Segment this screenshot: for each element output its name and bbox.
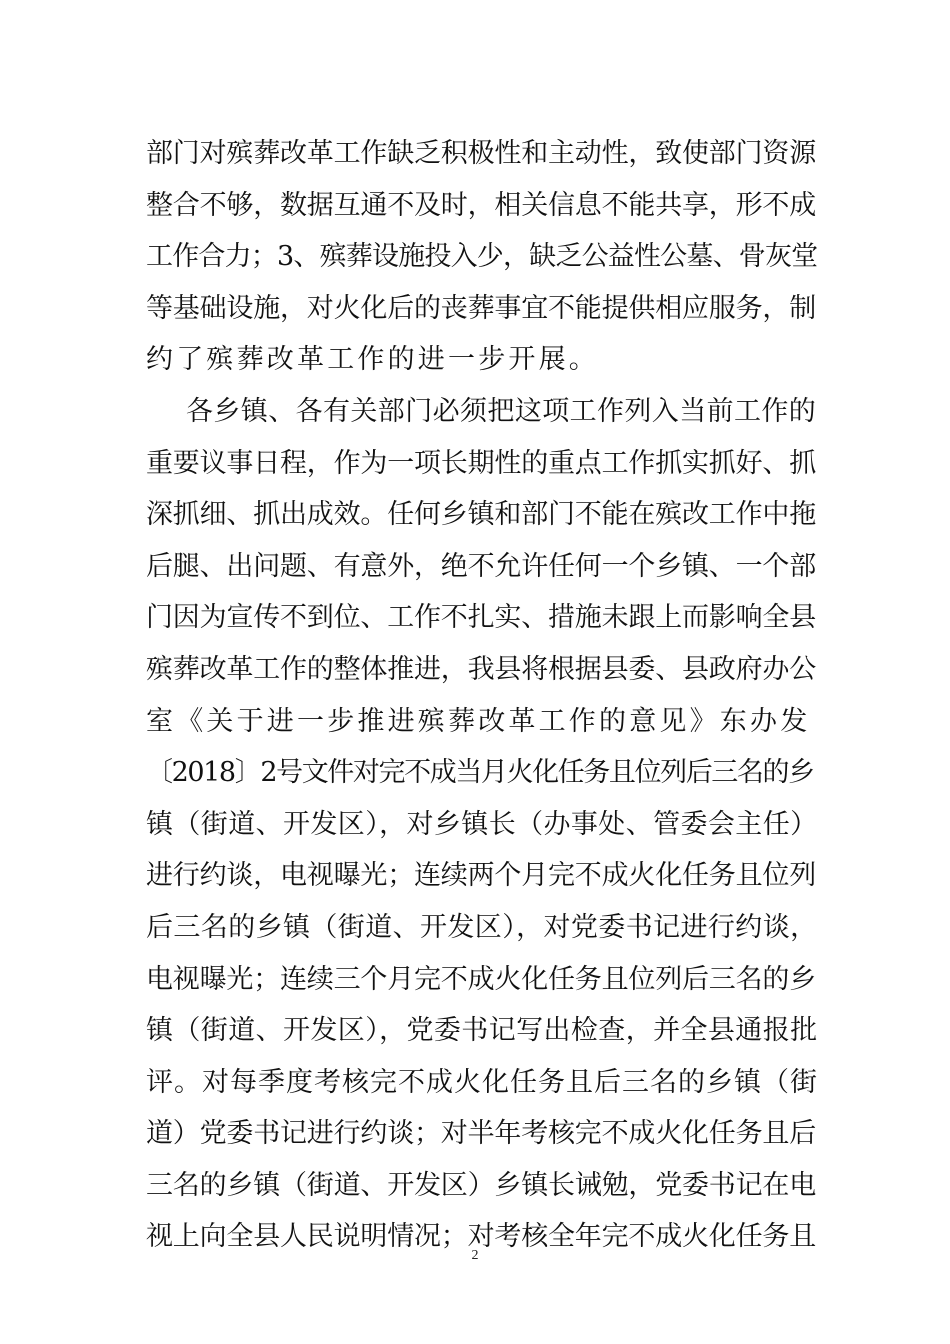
text-line: 等基础设施，对火化后的丧葬事宜不能提供相应服务，制 [146, 292, 816, 324]
text-line: 后腿、出问题、有意外，绝不允许任何一个乡镇、一个部 [146, 550, 816, 582]
text-line: 门因为宣传不到位、工作不扎实、措施未跟上而影响全县 [146, 602, 816, 634]
text-line: 室《关于进一步推进殡葬改革工作的意见》东办发 [146, 705, 811, 737]
text-line: 后三名的乡镇（街道、开发区），对党委书记进行约谈， [146, 911, 818, 943]
text-line: 约了殡葬改革工作的进一步开展。 [146, 344, 599, 376]
page-number: 2 [471, 1248, 479, 1263]
text-line: 镇（街道、开发区），党委书记写出检查，并全县通报批 [146, 1015, 818, 1047]
text-line: 评。对每季度考核完不成火化任务且后三名的乡镇（街 [146, 1066, 818, 1098]
text-line: 工作合力；3、殡葬设施投入少，缺乏公益性公墓、骨灰堂 [146, 241, 818, 273]
text-line: 部门对殡葬改革工作缺乏积极性和主动性，致使部门资源 [146, 138, 816, 169]
text-line: 进行约谈，电视曝光；连续两个月完不成火化任务且位列 [146, 860, 816, 892]
text-line: 整合不够，数据互通不及时，相关信息不能共享，形不成 [146, 189, 816, 221]
text-line: 镇（街道、开发区），对乡镇长（办事处、管委会主任） [146, 808, 818, 840]
body-text [146, 128, 818, 1263]
text-line: 视上向全县人民说明情况；对考核全年完不成火化任务且 [146, 1221, 816, 1253]
text-line: 电视曝光；连续三个月完不成火化任务且位列后三名的乡 [146, 963, 816, 995]
text-line: 道）党委书记进行约谈；对半年考核完不成火化任务且后 [146, 1118, 816, 1150]
text-line: 重要议事日程，作为一项长期性的重点工作抓实抓好、抓 [146, 447, 816, 479]
text-line: 三名的乡镇（街道、开发区）乡镇长诫勉，党委书记在电 [146, 1169, 816, 1201]
text-line: 殡葬改革工作的整体推进，我县将根据县委、县政府办公 [146, 653, 816, 685]
text-line: 深抓细、抓出成效。任何乡镇和部门不能在殡改工作中拖 [146, 499, 816, 531]
text-line: 〔2018〕2号文件对完不成当月火化任务且位列后三名的乡 [146, 757, 814, 789]
paragraph-first-line: 各乡镇、各有关部门必须把这项工作列入当前工作的 [186, 395, 817, 427]
